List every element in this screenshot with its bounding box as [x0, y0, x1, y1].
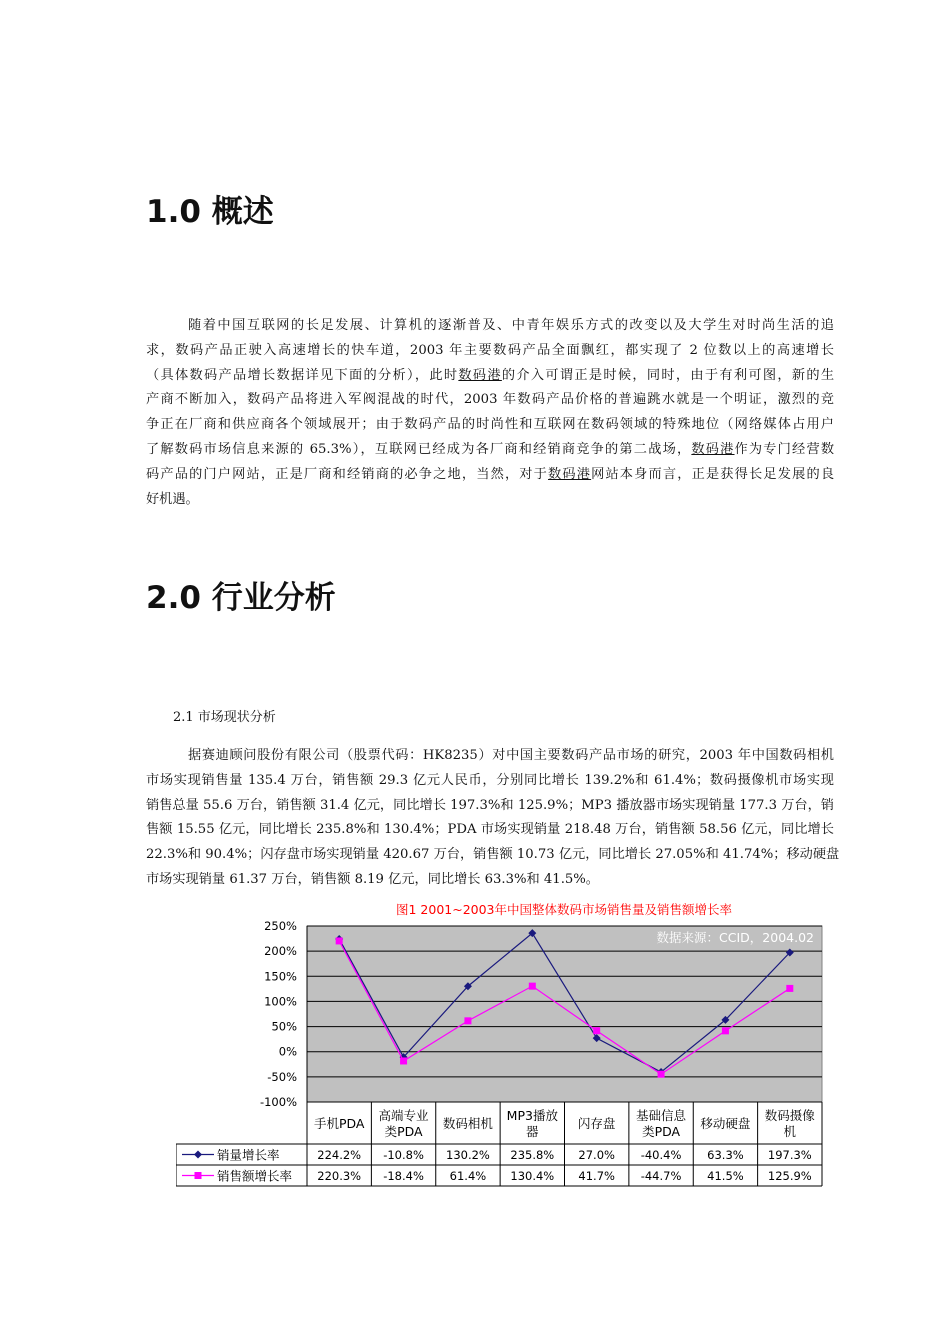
category-label: 基础信息: [636, 1108, 687, 1123]
intro-paragraph: [146, 314, 834, 512]
line-text: 售额 15.55 亿元，同比增长 235.8%和 130.4%；PDA 市场实现销量 218.48 万台，销售额 58.56 亿元，同比增长: [146, 822, 834, 838]
line-text: 22.3%和 90.4%；闪存盘市场实现销量 420.67 万台，销售额 10.73 亿元，同比增长 27.05%和 41.74%；移动硬盘: [146, 847, 840, 863]
site-name-link[interactable]: 数码港: [458, 367, 502, 383]
data-value-label: 235.8%: [510, 1148, 555, 1162]
category-label: 类PDA: [384, 1124, 423, 1139]
line-text: 了解数码市场信息来源的 65.3%），互联网已经成为各厂商和经销商竞争的第二战场，: [146, 441, 692, 457]
legend-marker: [194, 1151, 202, 1159]
data-point: [464, 1017, 471, 1024]
line-text: 随着中国互联网的长足发展、计算机的逐渐普及、中青年娱乐方式的改变以及大学生对时尚生活的追: [188, 318, 834, 333]
data-value-label: -44.7%: [640, 1169, 682, 1183]
source-note: 数据来源：CCID，2004.02: [656, 930, 814, 945]
y-tick-label: 150%: [264, 969, 297, 984]
paragraph-line: [146, 794, 834, 819]
paragraph-line: [146, 388, 834, 413]
y-tick-label: 100%: [264, 994, 297, 1009]
data-value-label: 63.3%: [707, 1148, 744, 1162]
data-value-label: -10.8%: [383, 1148, 424, 1162]
category-label: 类PDA: [642, 1124, 681, 1139]
paragraph-line: [146, 488, 834, 513]
data-value-label: 41.7%: [578, 1169, 615, 1183]
data-point: [593, 1027, 600, 1034]
y-tick-label: 250%: [264, 919, 297, 933]
data-value-label: -40.4%: [640, 1148, 682, 1162]
data-value-label: 61.4%: [449, 1169, 487, 1183]
data-value-label: 220.3%: [317, 1169, 362, 1183]
y-tick-label: 200%: [264, 944, 297, 959]
line-text: 的介入可谓正是时候，同时，由于有利可图，新的生: [501, 367, 835, 383]
data-point: [658, 1071, 665, 1078]
paragraph-line: [146, 314, 834, 339]
line-text: （具体数码产品增长数据详见下面的分析），此时: [146, 367, 459, 383]
data-point: [400, 1057, 407, 1064]
paragraph-line: [146, 463, 834, 488]
data-point: [786, 985, 793, 992]
paragraph-line: [146, 339, 834, 364]
data-point: [529, 983, 536, 990]
data-value-label: 27.0%: [578, 1148, 615, 1162]
category-label: 手机PDA: [313, 1116, 365, 1131]
paragraph-line: [146, 843, 840, 868]
y-tick-label: -50%: [267, 1069, 297, 1084]
line-text: 码产品的门户网站，正是厂商和经销商的必争之地，当然，对于: [146, 466, 549, 482]
line-text: 好机遇。: [146, 491, 199, 507]
category-label: 高端专业: [378, 1108, 429, 1123]
data-point: [722, 1027, 729, 1034]
data-value-label: 41.5%: [707, 1169, 744, 1183]
site-name-link[interactable]: 数码港: [548, 466, 592, 482]
line-text: 市场实现销量 61.37 万台，销售额 8.19 亿元，同比增长 63.3%和 41.5%。: [146, 871, 599, 887]
category-label: 数码相机: [442, 1116, 493, 1131]
y-tick-label: 0%: [278, 1044, 297, 1059]
line-text: 作为专门经营数: [734, 441, 835, 457]
section-2-heading: 2.0 行业分析: [146, 580, 336, 616]
site-name-link[interactable]: 数码港: [691, 441, 735, 457]
y-tick-label: -100%: [259, 1095, 297, 1109]
paragraph-line: [146, 818, 834, 843]
paragraph-line: [146, 744, 834, 769]
line-text: 据赛迪顾问股份有限公司（股票代码：HK8235）对中国主要数码产品市场的研究，2003 年中国数码相机: [188, 748, 834, 763]
line-text: 市场实现销售量 135.4 万台，销售额 29.3 亿元人民币，分别同比增长 139.2%和 61.4%；数码摄像机市场实现: [146, 772, 834, 788]
legend-marker: [195, 1172, 202, 1179]
data-point: [336, 937, 343, 944]
line-text: 产商不断加入，数码产品将进入军阀混战的时代，2003 年数码产品价格的普遍跳水就是一个明证，激烈的竞: [146, 392, 834, 408]
data-value-label: -18.4%: [383, 1169, 424, 1183]
category-label: 器: [526, 1124, 539, 1139]
plot-area: [307, 926, 822, 1102]
data-value-label: 125.9%: [767, 1169, 812, 1183]
legend-label: 销量增长率: [217, 1147, 280, 1163]
data-value-label: 224.2%: [317, 1148, 362, 1162]
line-text: 网站本身而言，正是获得长足发展的良: [591, 466, 835, 482]
y-tick-label: 50%: [271, 1019, 297, 1034]
category-label: 移动硬盘: [700, 1116, 751, 1131]
market-paragraph: [146, 744, 840, 893]
data-value-label: 130.4%: [510, 1169, 555, 1183]
paragraph-line: [146, 364, 834, 389]
line-text: 争正在厂商和供应商各个领域展开；由于数码产品的时尚性和互联网在数码领域的特殊地位（网络媒体占用户: [146, 417, 834, 433]
growth-rate-chart: [176, 898, 826, 1190]
paragraph-line: [146, 769, 834, 794]
data-value-label: 130.2%: [446, 1148, 490, 1162]
data-value-label: 197.3%: [767, 1148, 812, 1162]
paragraph-line: [146, 413, 834, 438]
line-text: 求，数码产品正驶入高速增长的快车道，2003 年主要数码产品全面飘红，都实现了 2 位数以上的高速增长: [146, 342, 834, 358]
category-label: 数码摄像: [764, 1108, 815, 1123]
legend-label: 销售额增长率: [217, 1168, 293, 1184]
section-1-heading: 1.0 概述: [146, 194, 274, 230]
chart-title: 图1 2001~2003年中国整体数码市场销售量及销售额增长率: [395, 902, 733, 917]
category-label: 机: [783, 1124, 797, 1139]
subsection-heading: 2.1 市场现状分析: [173, 710, 276, 725]
category-label: MP3播放: [506, 1108, 558, 1123]
category-label: 闪存盘: [577, 1116, 616, 1131]
paragraph-line: [146, 438, 834, 463]
paragraph-line: [146, 868, 834, 893]
line-text: 销售总量 55.6 万台，销售额 31.4 亿元，同比增长 197.3%和 125.9%；MP3 播放器市场实现销量 177.3 万台，销: [146, 797, 834, 813]
